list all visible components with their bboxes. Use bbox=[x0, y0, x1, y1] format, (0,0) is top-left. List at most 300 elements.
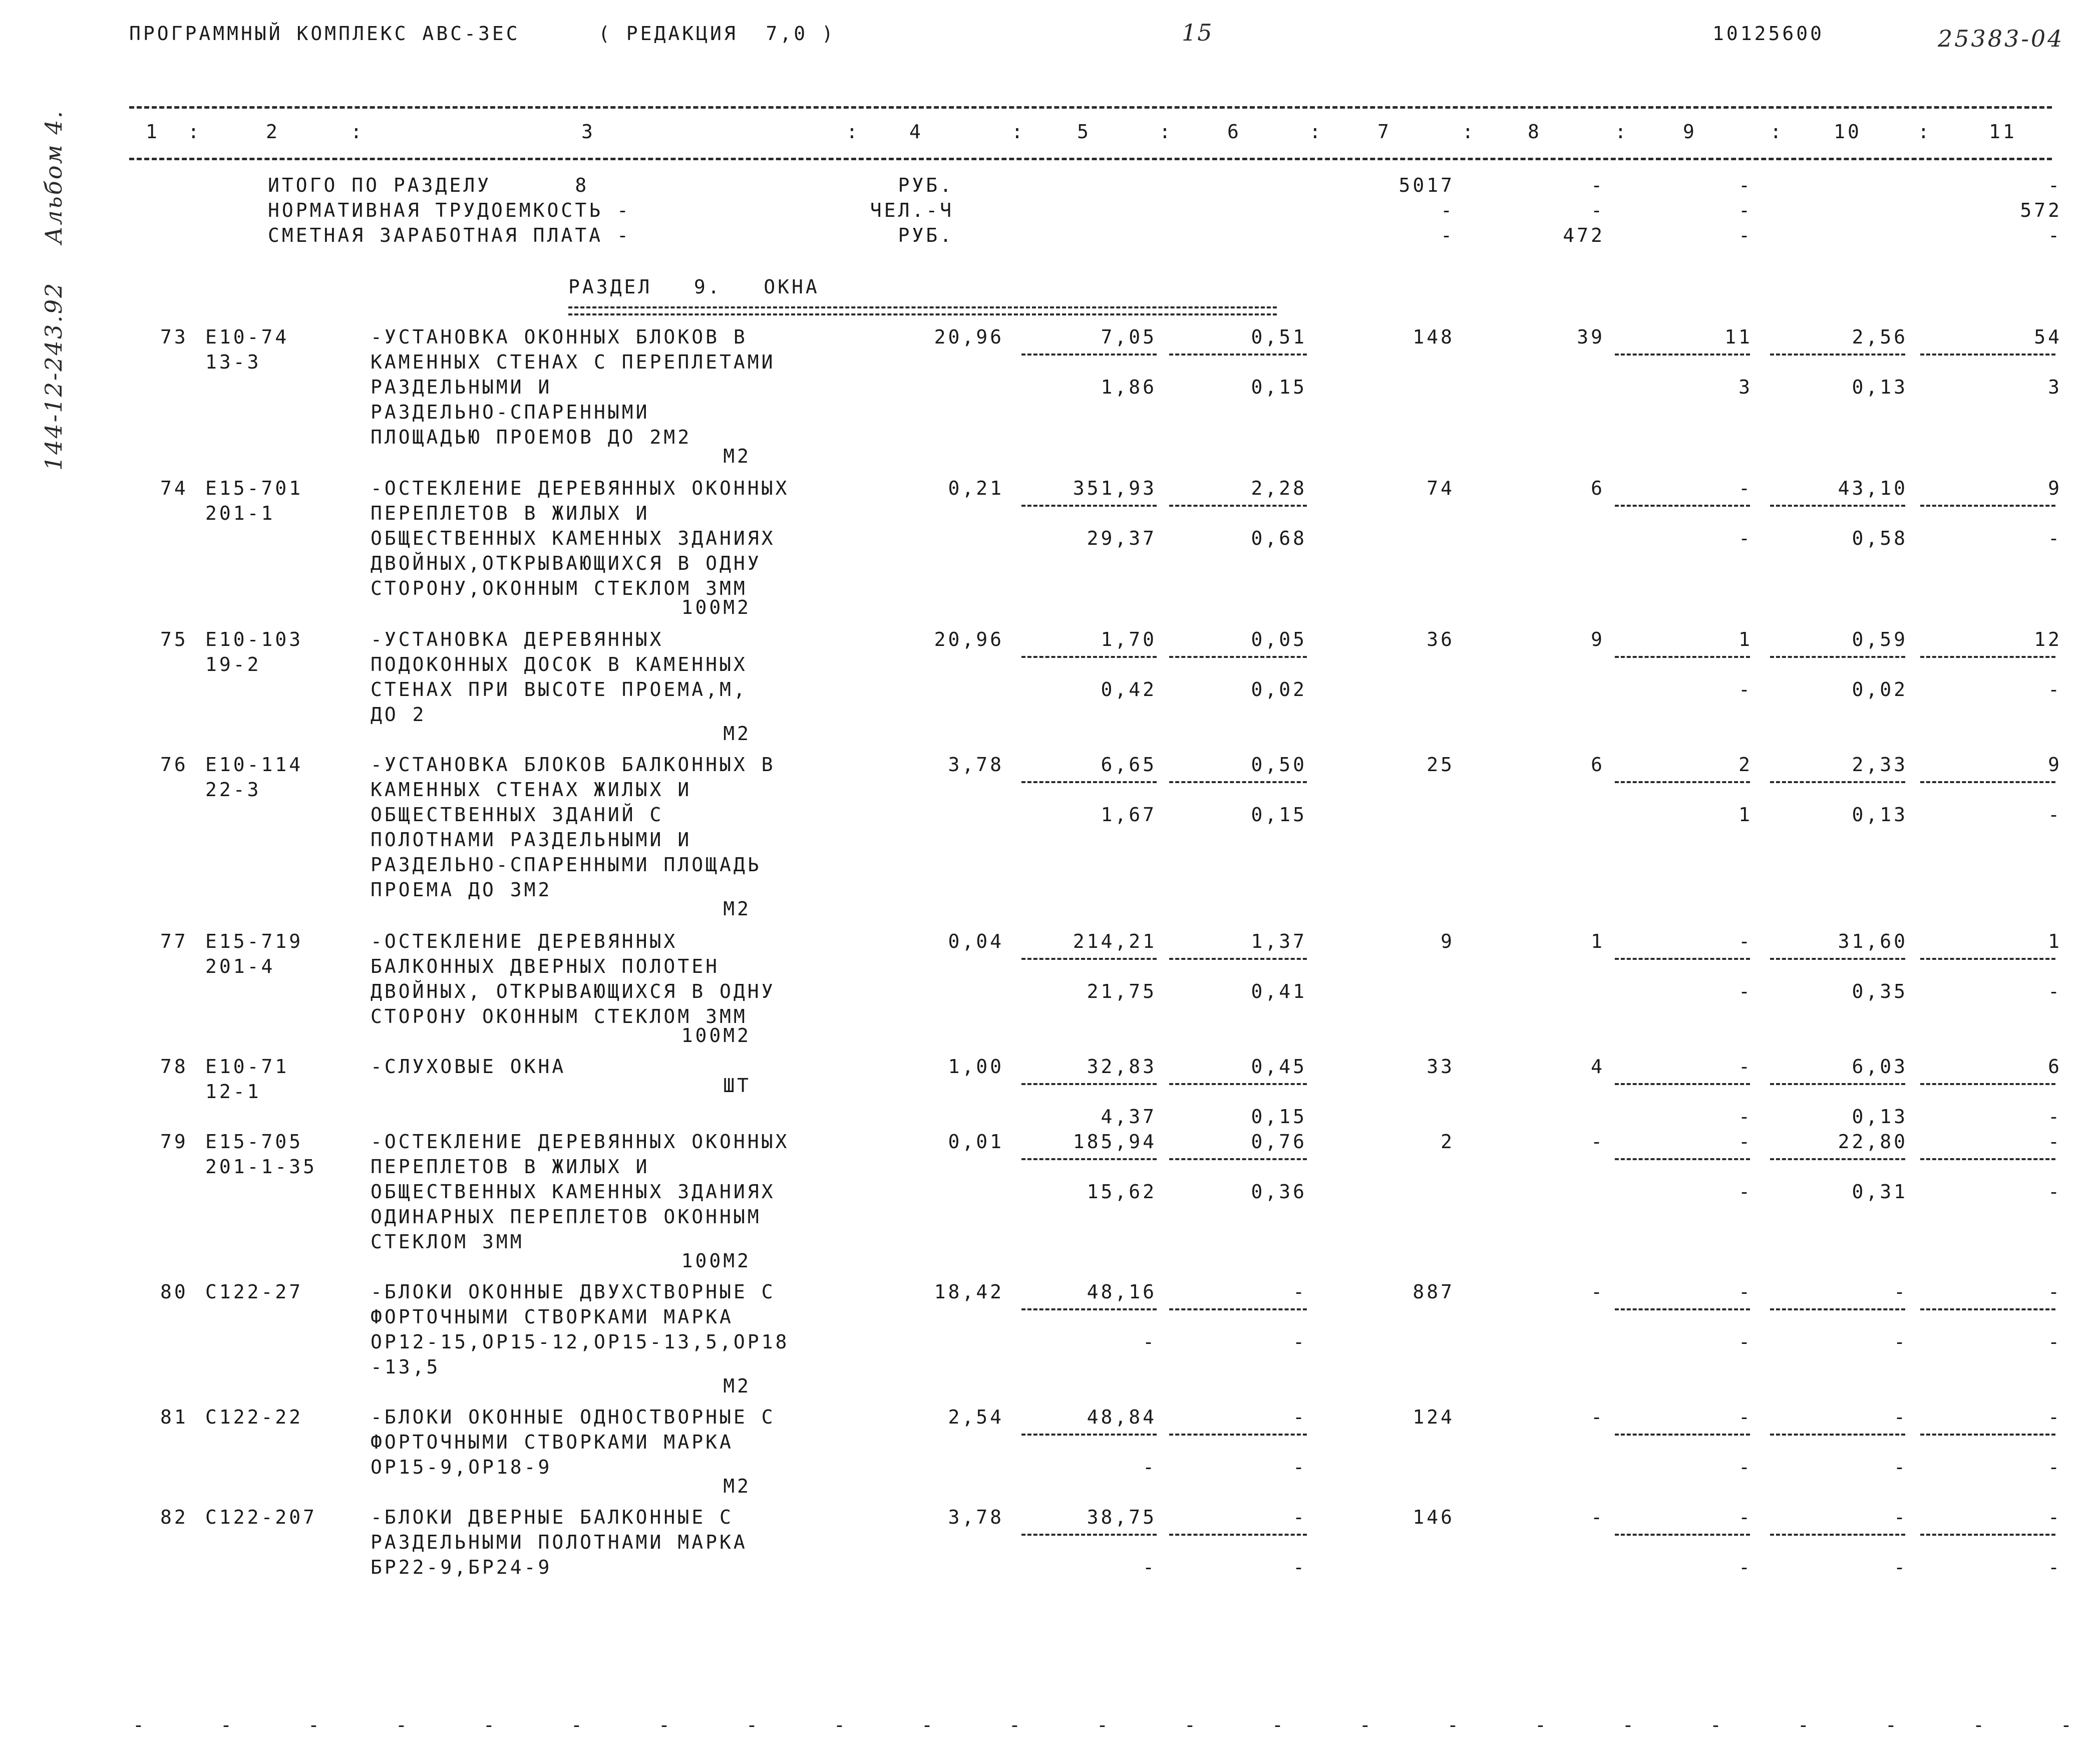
row-description: ДВОЙНЫХ,ОТКРЫВАЮЩИХСЯ В ОДНУ bbox=[371, 552, 762, 574]
row-description: СТЕКЛОМ 3ММ bbox=[371, 1231, 524, 1253]
row-col10-sub: 0,31 bbox=[1852, 1181, 1908, 1203]
totals-c7: 5017 bbox=[1398, 174, 1455, 196]
totals-c9: - bbox=[1738, 199, 1753, 221]
row-divider bbox=[1615, 505, 1750, 507]
row-description: -ОСТЕКЛЕНИЕ ДЕРЕВЯННЫХ bbox=[371, 930, 678, 952]
row-machine-wage: - bbox=[1293, 1556, 1307, 1578]
footer-mark: - bbox=[133, 1714, 147, 1736]
row-col9-sub: - bbox=[1738, 1456, 1753, 1478]
footer-mark: - bbox=[1272, 1714, 1286, 1736]
row-total-cost: 148 bbox=[1413, 326, 1455, 348]
row-unit: 100М2 bbox=[681, 596, 751, 618]
footer-mark: - bbox=[746, 1714, 760, 1736]
row-quantity: 0,21 bbox=[948, 477, 1004, 499]
row-divider bbox=[1920, 958, 2055, 960]
row-description: ОБЩЕСТВЕННЫХ КАМЕННЫХ ЗДАНИЯХ bbox=[371, 1181, 776, 1203]
row-col10-sub: - bbox=[1894, 1331, 1908, 1353]
row-description: БР22-9,БР24-9 bbox=[371, 1556, 552, 1578]
row-quantity: 3,78 bbox=[948, 754, 1004, 776]
row-subcode: 201-1-35 bbox=[205, 1156, 317, 1178]
row-code: Е15-705 bbox=[205, 1131, 303, 1153]
row-machine-wage: 0,68 bbox=[1251, 527, 1307, 549]
row-unit-cost: 351,93 bbox=[1073, 477, 1157, 499]
column-number-2: 2 bbox=[266, 121, 280, 143]
row-machine-wage: 0,41 bbox=[1251, 980, 1307, 1002]
row-machine-cost: 1,67 bbox=[1101, 804, 1157, 826]
row-description: СТОРОНУ,ОКОННЫМ СТЕКЛОМ 3ММ bbox=[371, 577, 748, 599]
row-col10: 2,33 bbox=[1852, 754, 1908, 776]
row-col9: - bbox=[1738, 1131, 1753, 1153]
totals-c11: - bbox=[2048, 174, 2062, 196]
footer-mark: - bbox=[1009, 1714, 1023, 1736]
row-divider bbox=[1770, 1308, 1905, 1310]
totals-label: ИТОГО ПО РАЗДЕЛУ 8 bbox=[268, 174, 589, 196]
row-col11-sub: - bbox=[2048, 1456, 2062, 1478]
row-description: ОР12-15,ОР15-12,ОР15-13,5,ОР18 bbox=[371, 1331, 790, 1353]
row-col10-sub: 0,02 bbox=[1852, 678, 1908, 701]
row-col9-sub: - bbox=[1738, 1181, 1753, 1203]
footer-mark: - bbox=[483, 1714, 497, 1736]
row-description: КАМЕННЫХ СТЕНАХ ЖИЛЫХ И bbox=[371, 779, 692, 801]
row-col9-sub: - bbox=[1738, 678, 1753, 701]
row-wage-total: 39 bbox=[1577, 326, 1605, 348]
row-description: РАЗДЕЛЬНО-СПАРЕННЫМИ ПЛОЩАДЬ bbox=[371, 854, 762, 876]
row-col9-sub: - bbox=[1738, 1556, 1753, 1578]
row-divider bbox=[1770, 958, 1905, 960]
row-machine-wage: - bbox=[1293, 1331, 1307, 1353]
footer-mark: - bbox=[1535, 1714, 1549, 1736]
row-col9-sub: - bbox=[1738, 1331, 1753, 1353]
row-divider bbox=[1021, 656, 1157, 658]
section-title: РАЗДЕЛ 9. ОКНА bbox=[568, 276, 820, 298]
row-col11-sub: 3 bbox=[2048, 376, 2062, 398]
row-description: ДВОЙНЫХ, ОТКРЫВАЮЩИХСЯ В ОДНУ bbox=[371, 980, 776, 1002]
column-separator: : bbox=[351, 121, 365, 143]
column-separator: : bbox=[1159, 121, 1173, 143]
row-divider bbox=[1920, 656, 2055, 658]
row-divider bbox=[1021, 1158, 1157, 1160]
row-col11: - bbox=[2048, 1131, 2062, 1153]
row-divider bbox=[1169, 1158, 1307, 1160]
row-col11-sub: - bbox=[2048, 1181, 2062, 1203]
row-quantity: 0,01 bbox=[948, 1131, 1004, 1153]
row-description: ПОЛОТНАМИ РАЗДЕЛЬНЫМИ И bbox=[371, 829, 692, 851]
row-description: ФОРТОЧНЫМИ СТВОРКАМИ МАРКА bbox=[371, 1431, 734, 1453]
row-col9: - bbox=[1738, 1056, 1753, 1078]
row-col10-sub: 0,13 bbox=[1852, 804, 1908, 826]
row-unit-cost: 32,83 bbox=[1087, 1056, 1157, 1078]
row-description: БАЛКОННЫХ ДВЕРНЫХ ПОЛОТЕН bbox=[371, 955, 720, 977]
row-wage-total: - bbox=[1591, 1131, 1605, 1153]
row-divider bbox=[1021, 781, 1157, 783]
row-divider bbox=[1169, 1434, 1307, 1436]
totals-unit: ЧЕЛ.-Ч bbox=[870, 199, 954, 221]
row-col10: 6,03 bbox=[1852, 1056, 1908, 1078]
totals-c11: - bbox=[2048, 224, 2062, 246]
row-unit: М2 bbox=[723, 1475, 751, 1497]
footer-mark: - bbox=[1447, 1714, 1461, 1736]
column-number-10: 10 bbox=[1834, 121, 1862, 143]
column-number-4: 4 bbox=[909, 121, 923, 143]
column-separator: : bbox=[1770, 121, 1784, 143]
row-code: Е10-74 bbox=[205, 326, 289, 348]
row-description: ПЕРЕПЛЕТОВ В ЖИЛЫХ И bbox=[371, 1156, 650, 1178]
column-separator: : bbox=[1011, 121, 1025, 143]
row-divider bbox=[1770, 1434, 1905, 1436]
row-col10: 31,60 bbox=[1838, 930, 1908, 952]
row-machine-cost: - bbox=[1143, 1456, 1157, 1478]
row-total-cost: 25 bbox=[1427, 754, 1455, 776]
row-description: ОР15-9,ОР18-9 bbox=[371, 1456, 552, 1478]
row-subcode: 13-3 bbox=[205, 351, 261, 373]
row-number: 82 bbox=[160, 1506, 188, 1528]
row-description: ПЛОЩАДЬЮ ПРОЕМОВ ДО 2М2 bbox=[371, 426, 692, 448]
footer-mark: - bbox=[220, 1714, 234, 1736]
row-number: 74 bbox=[160, 477, 188, 499]
column-separator: : bbox=[188, 121, 202, 143]
header-bottom-rule bbox=[129, 158, 2052, 160]
row-number: 79 bbox=[160, 1131, 188, 1153]
row-description: СТЕНАХ ПРИ ВЫСОТЕ ПРОЕМА,М, bbox=[371, 678, 748, 701]
row-unit-cost: 48,84 bbox=[1087, 1406, 1157, 1428]
row-wage-cost: 0,45 bbox=[1251, 1056, 1307, 1078]
row-machine-cost: 0,42 bbox=[1101, 678, 1157, 701]
row-col11-sub: - bbox=[2048, 980, 2062, 1002]
row-wage-total: - bbox=[1591, 1406, 1605, 1428]
row-machine-cost: 4,37 bbox=[1101, 1106, 1157, 1128]
row-col9-sub: - bbox=[1738, 527, 1753, 549]
row-wage-cost: 0,50 bbox=[1251, 754, 1307, 776]
row-col9: 1 bbox=[1738, 628, 1753, 650]
row-unit: М2 bbox=[723, 723, 751, 745]
document-number: 25383-04 bbox=[1938, 25, 2064, 52]
row-col11: 1 bbox=[2048, 930, 2062, 952]
row-code: С122-27 bbox=[205, 1281, 303, 1303]
row-divider bbox=[1770, 781, 1905, 783]
row-description: СТОРОНУ ОКОННЫМ СТЕКЛОМ 3ММ bbox=[371, 1005, 748, 1027]
row-wage-total: 4 bbox=[1591, 1056, 1605, 1078]
row-divider bbox=[1615, 354, 1750, 356]
row-col10: - bbox=[1894, 1281, 1908, 1303]
row-divider bbox=[1021, 1434, 1157, 1436]
totals-c9: - bbox=[1738, 224, 1753, 246]
row-description: РАЗДЕЛЬНЫМИ И bbox=[371, 376, 552, 398]
row-col9: 11 bbox=[1724, 326, 1753, 348]
row-divider bbox=[1169, 656, 1307, 658]
footer-mark: - bbox=[1710, 1714, 1724, 1736]
column-number-9: 9 bbox=[1683, 121, 1697, 143]
totals-c9: - bbox=[1738, 174, 1753, 196]
row-wage-cost: 2,28 bbox=[1251, 477, 1307, 499]
row-divider bbox=[1920, 505, 2055, 507]
row-total-cost: 2 bbox=[1441, 1131, 1455, 1153]
row-number: 80 bbox=[160, 1281, 188, 1303]
row-col9: - bbox=[1738, 1281, 1753, 1303]
row-subcode: 22-3 bbox=[205, 779, 261, 801]
row-description: ПЕРЕПЛЕТОВ В ЖИЛЫХ И bbox=[371, 502, 650, 524]
row-description: -БЛОКИ ОКОННЫЕ ОДНОСТВОРНЫЕ С bbox=[371, 1406, 776, 1428]
row-wage-cost: 0,51 bbox=[1251, 326, 1307, 348]
row-col9-sub: 3 bbox=[1738, 376, 1753, 398]
column-separator: : bbox=[1615, 121, 1629, 143]
row-total-cost: 146 bbox=[1413, 1506, 1455, 1528]
footer-mark: - bbox=[308, 1714, 322, 1736]
row-divider bbox=[1169, 781, 1307, 783]
row-total-cost: 124 bbox=[1413, 1406, 1455, 1428]
row-quantity: 0,04 bbox=[948, 930, 1004, 952]
row-col11: 54 bbox=[2034, 326, 2062, 348]
row-divider bbox=[1021, 958, 1157, 960]
column-number-3: 3 bbox=[581, 121, 595, 143]
row-quantity: 2,54 bbox=[948, 1406, 1004, 1428]
row-col11: 12 bbox=[2034, 628, 2062, 650]
row-description: ОБЩЕСТВЕННЫХ ЗДАНИЙ С bbox=[371, 804, 664, 826]
row-code: С122-22 bbox=[205, 1406, 303, 1428]
row-code: Е10-71 bbox=[205, 1056, 289, 1078]
footer-mark: - bbox=[1359, 1714, 1373, 1736]
row-code: Е15-719 bbox=[205, 930, 303, 952]
row-divider bbox=[1169, 1308, 1307, 1310]
row-description: -УСТАНОВКА ОКОННЫХ БЛОКОВ В bbox=[371, 326, 748, 348]
row-quantity: 3,78 bbox=[948, 1506, 1004, 1528]
row-number: 75 bbox=[160, 628, 188, 650]
row-wage-cost: - bbox=[1293, 1281, 1307, 1303]
row-col9-sub: - bbox=[1738, 980, 1753, 1002]
row-machine-cost: 29,37 bbox=[1087, 527, 1157, 549]
row-col11-sub: - bbox=[2048, 678, 2062, 701]
row-description: РАЗДЕЛЬНЫМИ ПОЛОТНАМИ МАРКА bbox=[371, 1531, 748, 1553]
row-col9: - bbox=[1738, 1406, 1753, 1428]
row-col10-sub: 0,13 bbox=[1852, 376, 1908, 398]
row-divider bbox=[1770, 505, 1905, 507]
row-total-cost: 74 bbox=[1427, 477, 1455, 499]
row-total-cost: 887 bbox=[1413, 1281, 1455, 1303]
row-divider bbox=[1770, 354, 1905, 356]
row-divider bbox=[1169, 505, 1307, 507]
row-divider bbox=[1770, 1534, 1905, 1536]
row-description: -13,5 bbox=[371, 1356, 441, 1378]
row-total-cost: 33 bbox=[1427, 1056, 1455, 1078]
row-divider bbox=[1920, 1158, 2055, 1160]
row-wage-cost: - bbox=[1293, 1506, 1307, 1528]
row-description: ДО 2 bbox=[371, 704, 427, 726]
row-divider bbox=[1021, 505, 1157, 507]
row-col10: - bbox=[1894, 1406, 1908, 1428]
row-description: -БЛОКИ ДВЕРНЫЕ БАЛКОННЫЕ С bbox=[371, 1506, 734, 1528]
column-separator: : bbox=[1309, 121, 1323, 143]
row-col11: 9 bbox=[2048, 477, 2062, 499]
footer-mark: - bbox=[396, 1714, 410, 1736]
row-divider bbox=[1920, 781, 2055, 783]
column-separator: : bbox=[846, 121, 860, 143]
document-code: 10125600 bbox=[1712, 23, 1825, 45]
row-machine-cost: 15,62 bbox=[1087, 1181, 1157, 1203]
totals-c7: - bbox=[1441, 199, 1455, 221]
row-description: -УСТАНОВКА БЛОКОВ БАЛКОННЫХ В bbox=[371, 754, 776, 776]
row-unit-cost: 7,05 bbox=[1101, 326, 1157, 348]
footer-mark: - bbox=[571, 1714, 585, 1736]
footer-mark: - bbox=[834, 1714, 848, 1736]
program-name: ПРОГРАММНЫЙ КОМПЛЕКС АВС-ЗЕС bbox=[129, 23, 520, 45]
header-top-rule bbox=[129, 106, 2052, 109]
row-wage-total: 9 bbox=[1591, 628, 1605, 650]
row-number: 77 bbox=[160, 930, 188, 952]
row-col9: - bbox=[1738, 1506, 1753, 1528]
row-col11-sub: - bbox=[2048, 804, 2062, 826]
row-code: Е10-114 bbox=[205, 754, 303, 776]
footer-mark: - bbox=[921, 1714, 935, 1736]
row-machine-wage: - bbox=[1293, 1456, 1307, 1478]
row-number: 76 bbox=[160, 754, 188, 776]
row-divider bbox=[1920, 354, 2055, 356]
footer-mark: - bbox=[1622, 1714, 1636, 1736]
album-code: 144-12-243.92 bbox=[40, 281, 67, 471]
row-wage-total: 6 bbox=[1591, 754, 1605, 776]
row-total-cost: 9 bbox=[1441, 930, 1455, 952]
row-unit-cost: 48,16 bbox=[1087, 1281, 1157, 1303]
row-machine-wage: 0,36 bbox=[1251, 1181, 1307, 1203]
row-subcode: 201-4 bbox=[205, 955, 275, 977]
column-number-8: 8 bbox=[1528, 121, 1542, 143]
row-col10-sub: 0,58 bbox=[1852, 527, 1908, 549]
row-code: Е15-701 bbox=[205, 477, 303, 499]
row-wage-total: 1 bbox=[1591, 930, 1605, 952]
row-machine-cost: 1,86 bbox=[1101, 376, 1157, 398]
row-description: РАЗДЕЛЬНО-СПАРЕННЫМИ bbox=[371, 401, 650, 423]
row-unit: ШТ bbox=[723, 1075, 751, 1097]
row-machine-cost: 21,75 bbox=[1087, 980, 1157, 1002]
column-number-5: 5 bbox=[1077, 121, 1091, 143]
totals-unit: РУБ. bbox=[898, 224, 954, 246]
program-edition: ( РЕДАКЦИЯ 7,0 ) bbox=[598, 23, 836, 45]
row-col10-sub: - bbox=[1894, 1456, 1908, 1478]
row-col11: - bbox=[2048, 1281, 2062, 1303]
row-machine-wage: 0,02 bbox=[1251, 678, 1307, 701]
row-unit-cost: 38,75 bbox=[1087, 1506, 1157, 1528]
row-description: ПРОЕМА ДО 3М2 bbox=[371, 879, 552, 901]
row-divider bbox=[1021, 1534, 1157, 1536]
row-description: -УСТАНОВКА ДЕРЕВЯННЫХ bbox=[371, 628, 664, 650]
row-description: ОДИНАРНЫХ ПЕРЕПЛЕТОВ ОКОННЫМ bbox=[371, 1206, 762, 1228]
row-divider bbox=[1770, 1158, 1905, 1160]
row-divider bbox=[1615, 1308, 1750, 1310]
row-divider bbox=[1920, 1083, 2055, 1085]
row-divider bbox=[1615, 1434, 1750, 1436]
row-description: -БЛОКИ ОКОННЫЕ ДВУХСТВОРНЫЕ С bbox=[371, 1281, 776, 1303]
row-wage-cost: 0,76 bbox=[1251, 1131, 1307, 1153]
footer-mark: - bbox=[2060, 1714, 2074, 1736]
row-unit: 100М2 bbox=[681, 1024, 751, 1047]
column-number-7: 7 bbox=[1377, 121, 1391, 143]
totals-c7: - bbox=[1441, 224, 1455, 246]
row-col11-sub: - bbox=[2048, 1106, 2062, 1128]
row-col10: 2,56 bbox=[1852, 326, 1908, 348]
row-code: С122-207 bbox=[205, 1506, 317, 1528]
row-description: ПОДОКОННЫХ ДОСОК В КАМЕННЫХ bbox=[371, 653, 748, 675]
row-col10-sub: - bbox=[1894, 1556, 1908, 1578]
row-wage-total: - bbox=[1591, 1281, 1605, 1303]
row-quantity: 18,42 bbox=[934, 1281, 1004, 1303]
row-divider bbox=[1920, 1534, 2055, 1536]
column-separator: : bbox=[1918, 121, 1932, 143]
row-machine-wage: 0,15 bbox=[1251, 1106, 1307, 1128]
row-wage-cost: 1,37 bbox=[1251, 930, 1307, 952]
row-col11: - bbox=[2048, 1406, 2062, 1428]
footer-mark: - bbox=[658, 1714, 672, 1736]
row-description: -ОСТЕКЛЕНИЕ ДЕРЕВЯННЫХ ОКОННЫХ bbox=[371, 1131, 790, 1153]
row-quantity: 20,96 bbox=[934, 628, 1004, 650]
totals-c8: - bbox=[1591, 174, 1605, 196]
row-divider bbox=[1920, 1434, 2055, 1436]
row-subcode: 12-1 bbox=[205, 1081, 261, 1103]
row-divider bbox=[1615, 781, 1750, 783]
row-machine-cost: - bbox=[1143, 1331, 1157, 1353]
section-title-underline bbox=[568, 306, 1277, 315]
album-label: Альбом 4. bbox=[40, 109, 67, 244]
row-col11-sub: - bbox=[2048, 527, 2062, 549]
row-description: ФОРТОЧНЫМИ СТВОРКАМИ МАРКА bbox=[371, 1306, 734, 1328]
totals-c8: 472 bbox=[1563, 224, 1605, 246]
row-divider bbox=[1021, 1308, 1157, 1310]
row-description: ОБЩЕСТВЕННЫХ КАМЕННЫХ ЗДАНИЯХ bbox=[371, 527, 776, 549]
row-divider bbox=[1169, 354, 1307, 356]
footer-mark: - bbox=[1184, 1714, 1198, 1736]
row-unit: М2 bbox=[723, 898, 751, 920]
column-separator: : bbox=[1462, 121, 1476, 143]
row-description: КАМЕННЫХ СТЕНАХ С ПЕРЕПЛЕТАМИ bbox=[371, 351, 776, 373]
row-unit-cost: 1,70 bbox=[1101, 628, 1157, 650]
row-col9: - bbox=[1738, 477, 1753, 499]
row-code: Е10-103 bbox=[205, 628, 303, 650]
row-divider bbox=[1770, 656, 1905, 658]
row-subcode: 19-2 bbox=[205, 653, 261, 675]
row-wage-cost: 0,05 bbox=[1251, 628, 1307, 650]
row-col9-sub: 1 bbox=[1738, 804, 1753, 826]
row-wage-total: 6 bbox=[1591, 477, 1605, 499]
row-number: 78 bbox=[160, 1056, 188, 1078]
footer-mark: - bbox=[1798, 1714, 1812, 1736]
footer-mark: - bbox=[1973, 1714, 1987, 1736]
row-col9: 2 bbox=[1738, 754, 1753, 776]
row-col10: 0,59 bbox=[1852, 628, 1908, 650]
row-divider bbox=[1920, 1308, 2055, 1310]
row-unit-cost: 185,94 bbox=[1073, 1131, 1157, 1153]
row-quantity: 1,00 bbox=[948, 1056, 1004, 1078]
row-number: 81 bbox=[160, 1406, 188, 1428]
row-machine-wage: 0,15 bbox=[1251, 804, 1307, 826]
footer-mark: - bbox=[1097, 1714, 1111, 1736]
row-unit-cost: 214,21 bbox=[1073, 930, 1157, 952]
row-col9-sub: - bbox=[1738, 1106, 1753, 1128]
row-divider bbox=[1169, 1083, 1307, 1085]
row-subcode: 201-1 bbox=[205, 502, 275, 524]
row-unit: 100М2 bbox=[681, 1250, 751, 1272]
row-col11-sub: - bbox=[2048, 1556, 2062, 1578]
page-number: 15 bbox=[1182, 19, 1213, 46]
album-annotation bbox=[40, 110, 67, 471]
totals-c11: 572 bbox=[2020, 199, 2062, 221]
column-number-1: 1 bbox=[146, 121, 160, 143]
row-description: -ОСТЕКЛЕНИЕ ДЕРЕВЯННЫХ ОКОННЫХ bbox=[371, 477, 790, 499]
row-divider bbox=[1770, 1083, 1905, 1085]
row-unit: М2 bbox=[723, 445, 751, 467]
row-divider bbox=[1021, 1083, 1157, 1085]
row-quantity: 20,96 bbox=[934, 326, 1004, 348]
totals-unit: РУБ. bbox=[898, 174, 954, 196]
row-machine-cost: - bbox=[1143, 1556, 1157, 1578]
column-number-11: 11 bbox=[1989, 121, 2017, 143]
column-number-6: 6 bbox=[1227, 121, 1241, 143]
